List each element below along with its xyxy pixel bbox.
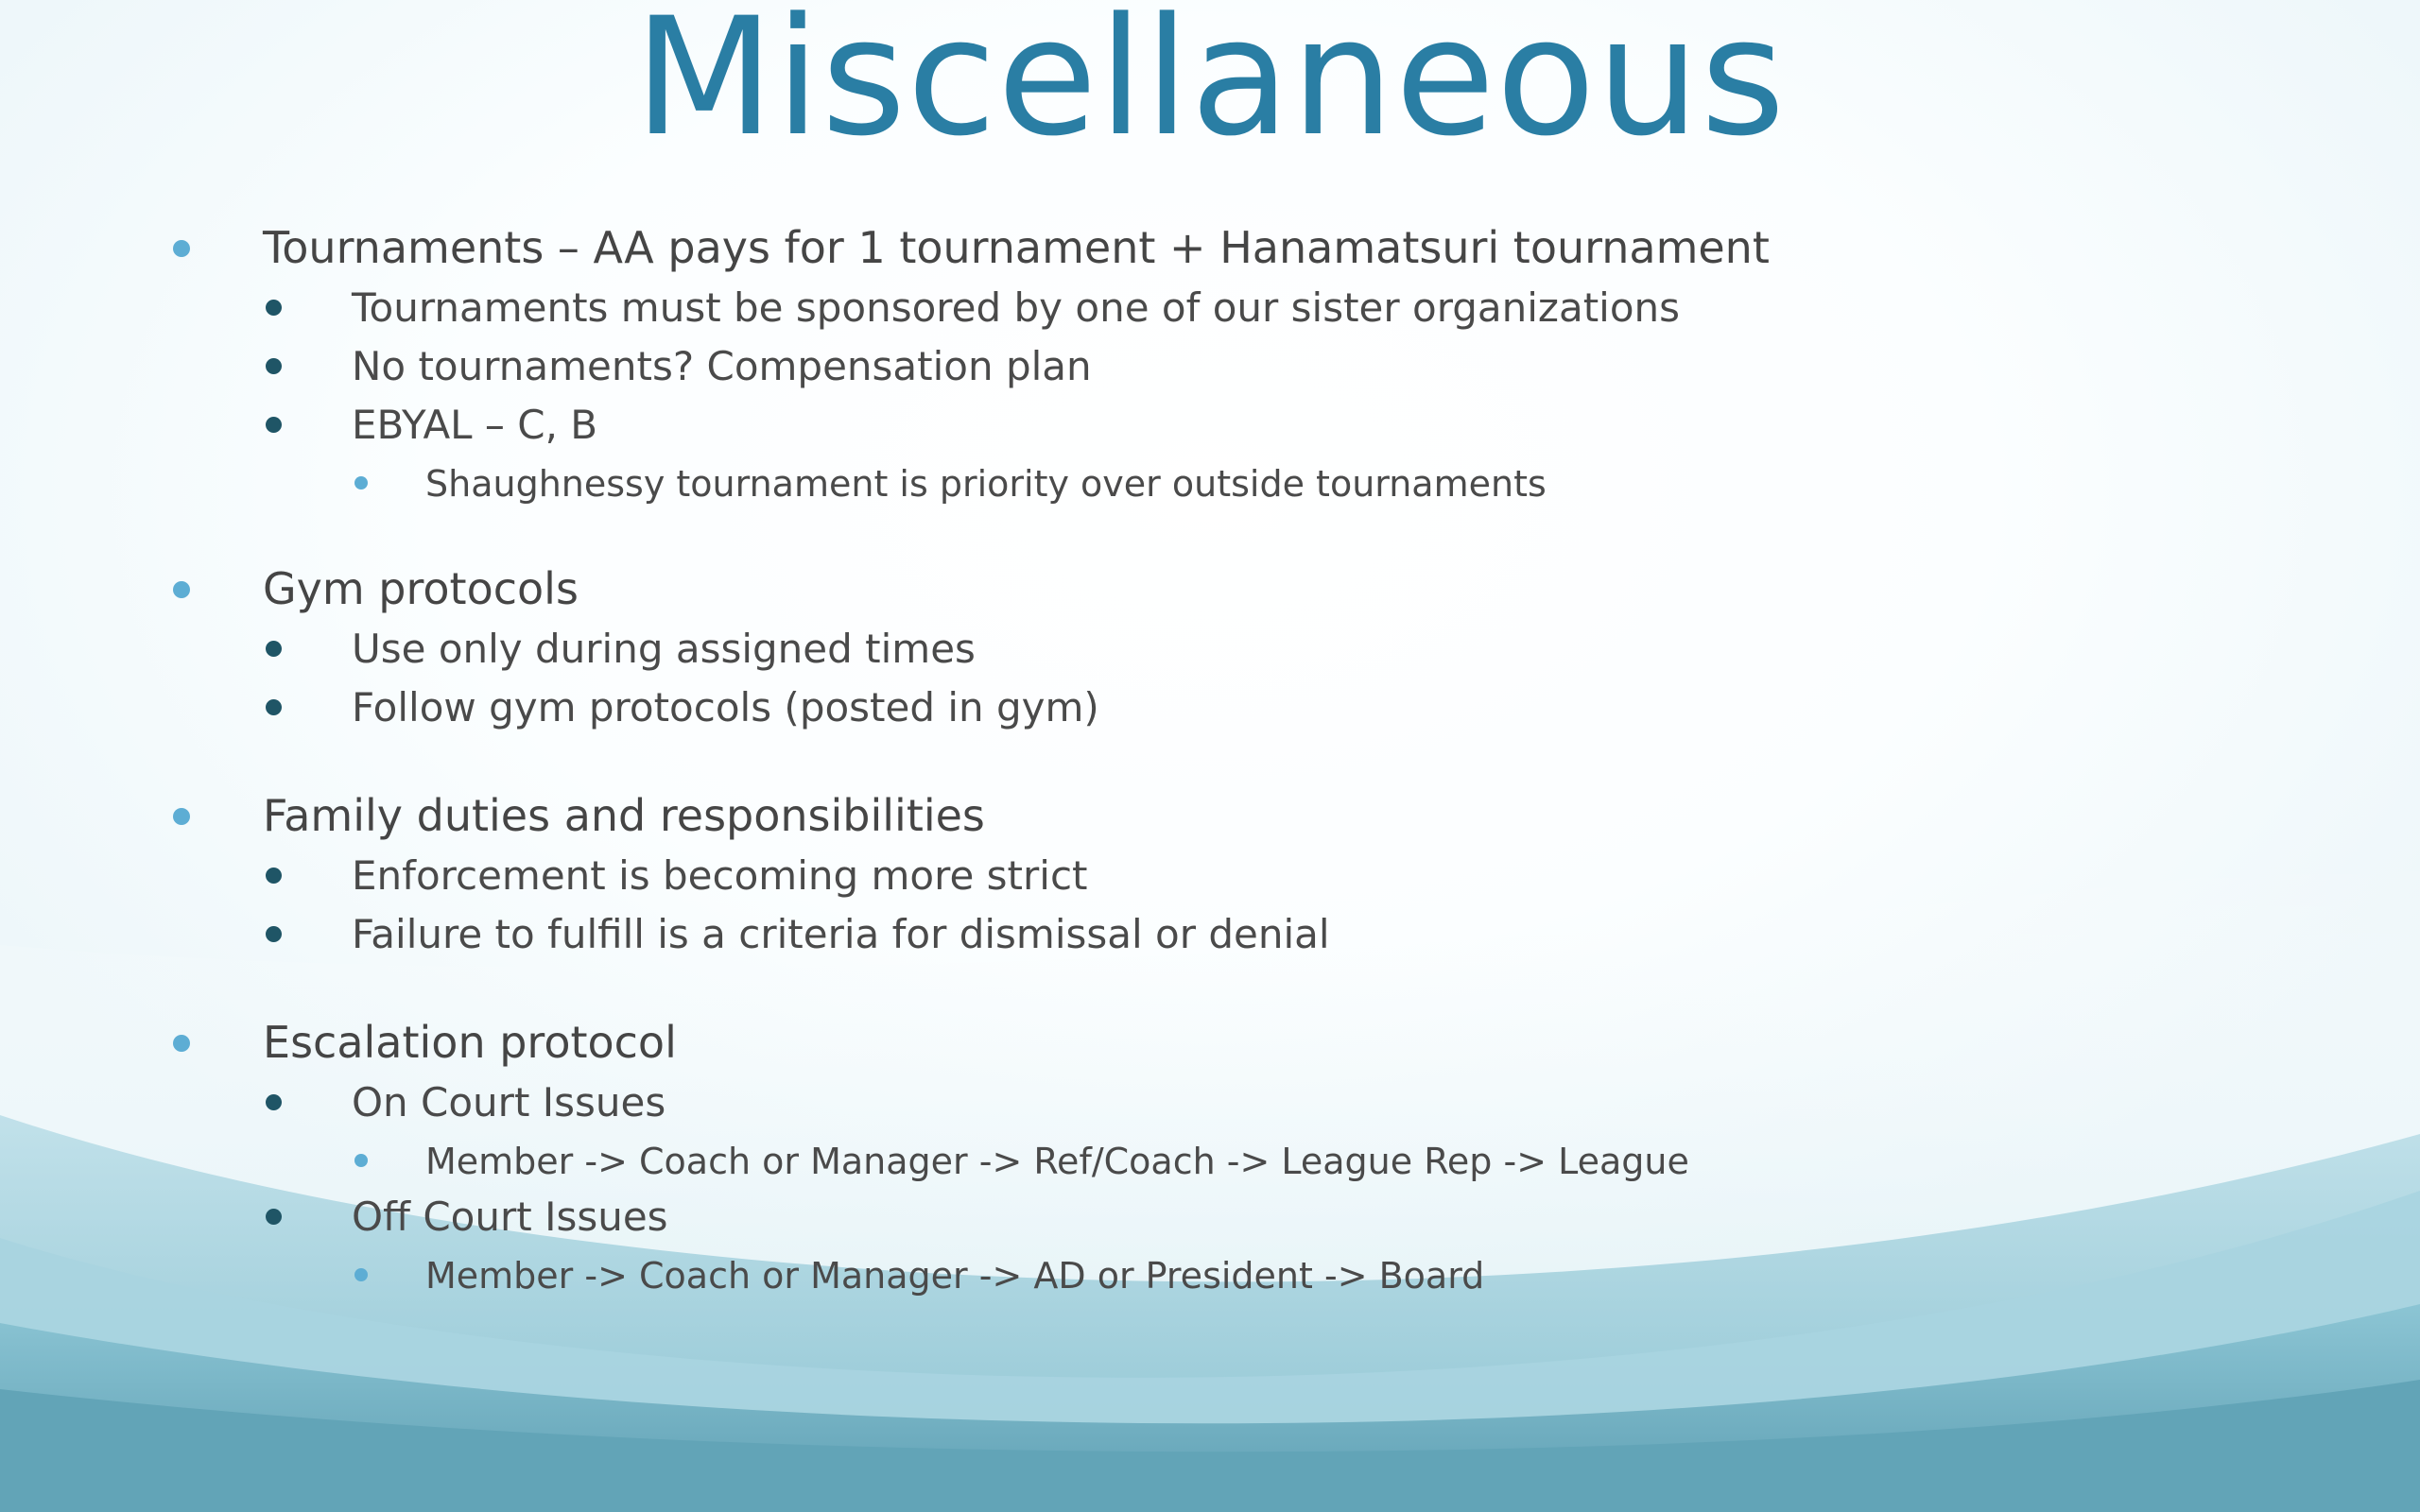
sub-sub-bullet-text: Member -> Coach or Manager -> AD or President -> Board [425, 1255, 1485, 1297]
bullet-dot [266, 926, 282, 942]
sub-bullet [352, 908, 1330, 961]
sub-bullet [352, 399, 597, 452]
sub-bullet [352, 282, 1680, 335]
bullet-dot [266, 641, 282, 657]
bullet-text: Escalation protocol [263, 1017, 677, 1068]
sub-sub-bullet-text: Member -> Coach or Manager -> Ref/Coach -> League Rep -> League [425, 1141, 1689, 1182]
bullet-dot [173, 808, 190, 825]
bullet-dot [173, 581, 190, 598]
bullet-dot [354, 476, 368, 490]
bullet-dot [266, 358, 282, 374]
sub-bullet-text: Follow gym protocols (posted in gym) [352, 684, 1099, 730]
slide-title: Miscellaneous [633, 0, 1787, 172]
sub-bullet [352, 850, 1088, 902]
sub-bullet [352, 681, 1099, 734]
sub-bullet [352, 340, 1092, 393]
sub-bullet-text: Tournaments must be sponsored by one of our sister organizations [352, 284, 1681, 331]
sub-bullet [352, 1191, 668, 1244]
bullet-text: Gym protocols [263, 563, 579, 614]
sub-sub-bullet-text: Shaughnessy tournament is priority over outside tournaments [425, 463, 1547, 505]
sub-bullet [352, 1076, 666, 1129]
sub-bullet [352, 623, 976, 676]
sub-sub-bullet [425, 1253, 1484, 1298]
bullet-dot [266, 417, 282, 433]
bullet-dot [354, 1268, 368, 1281]
bullet-tournaments [263, 219, 1770, 276]
bullet-dot [266, 868, 282, 884]
bullet-dot [173, 1035, 190, 1052]
sub-bullet-text: Off Court Issues [352, 1194, 668, 1240]
sub-bullet-text: EBYAL – C, B [352, 402, 598, 448]
sub-bullet-text: Failure to fulfill is a criteria for dismissal or denial [352, 911, 1330, 957]
bullet-family-duties [263, 787, 985, 844]
sub-bullet-text: No tournaments? Compensation plan [352, 343, 1092, 389]
sub-bullet-text: Use only during assigned times [352, 626, 976, 672]
bullet-dot [173, 240, 190, 257]
sub-bullet-text: On Court Issues [352, 1079, 666, 1125]
bullet-dot [266, 300, 282, 316]
bullet-dot [266, 699, 282, 715]
bullet-gym-protocols [263, 560, 579, 617]
sub-sub-bullet [425, 1139, 1689, 1184]
bullet-dot [354, 1154, 368, 1167]
bullet-text: Tournaments – AA pays for 1 tournament + Hanamatsuri tournament [263, 222, 1770, 273]
bullet-escalation-protocol [263, 1014, 677, 1071]
sub-sub-bullet [425, 461, 1547, 507]
sub-bullet-text: Enforcement is becoming more strict [352, 852, 1088, 899]
bullet-dot [266, 1209, 282, 1225]
bullet-text: Family duties and responsibilities [263, 790, 985, 841]
bullet-dot [266, 1094, 282, 1110]
